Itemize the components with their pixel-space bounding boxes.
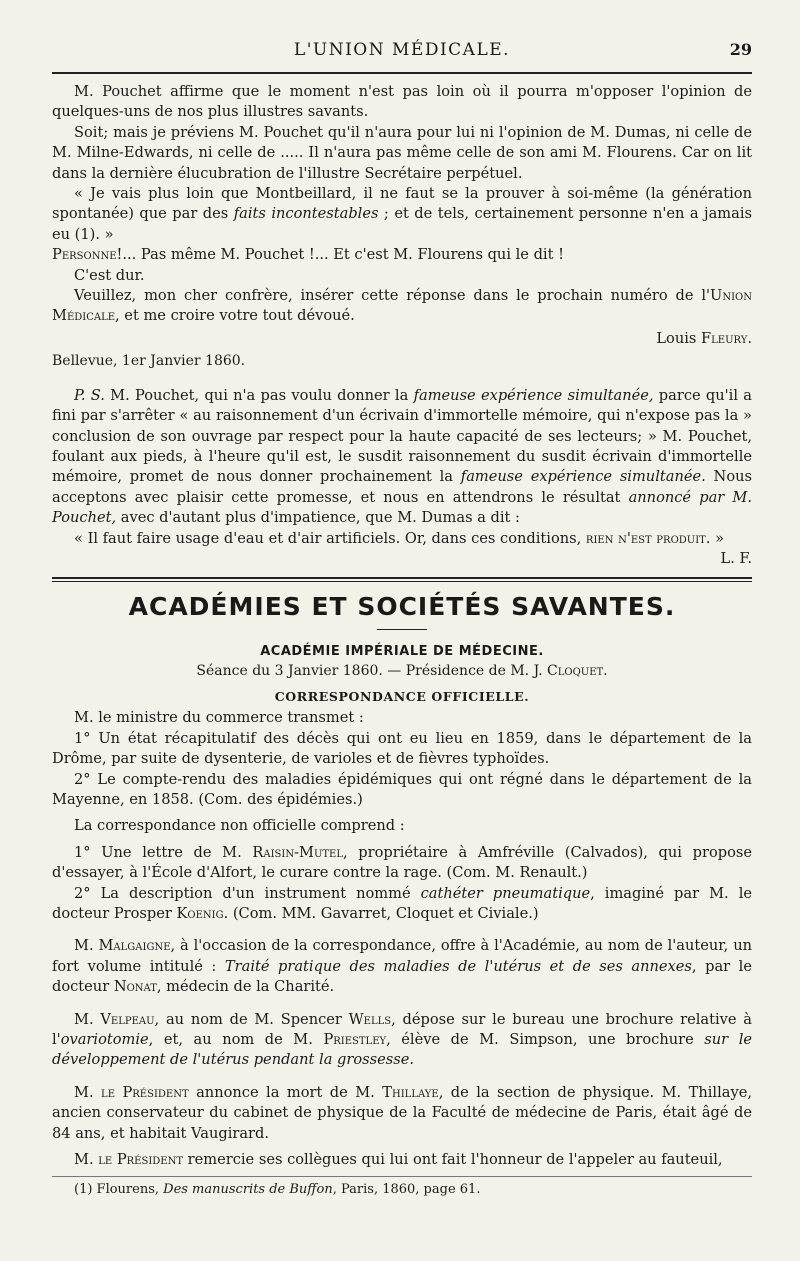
correspondance-heading: CORRESPONDANCE OFFICIELLE. xyxy=(274,689,530,705)
ps-quote-smallcaps: rien n'est produit xyxy=(585,529,706,547)
letter-date: Bellevue, 1er Janvier 1860. xyxy=(52,353,246,370)
signature-last-name: Fleury. xyxy=(701,329,752,347)
president-title: le Président xyxy=(101,1083,189,1101)
section-title: ACADÉMIES ET SOCIÉTÉS SAVANTES. xyxy=(128,592,676,622)
ps-quote-text: « Il faut faire usage d'eau et d'air artificiels. Or, dans ces conditions, xyxy=(74,529,586,547)
quote-text: « Je vais plus loin que Montbeillard, il ne faut se la prouver à soi-même (la génération spontanée) que par des xyxy=(52,185,752,223)
exclamation-text: !... Pas même M. Pouchet !... Et c'est M. Flourens qui le dit ! xyxy=(116,246,564,264)
text: , et, au nom de M. xyxy=(148,1031,324,1049)
person-name: Thillaye xyxy=(382,1083,439,1101)
signature-first-name: Louis xyxy=(656,329,702,347)
ps-text-3: Nous acceptons avec plaisir cette promesse, et nous en attendrons le résultat xyxy=(52,468,753,506)
letter-paragraph-6 xyxy=(52,286,752,327)
item-text-mid: , imaginé par M. le docteur Prosper xyxy=(52,884,752,922)
letter-paragraph-1: M. Pouchet affirme que le moment n'est pas loin où il pourra m'opposer l'opinion de quelques-uns de nos plus illustres savants. xyxy=(52,83,752,121)
instrument-name: cathéter pneumatique xyxy=(420,884,591,902)
academy-name: ACADÉMIE IMPÉRIALE DE MÉDECINE. xyxy=(260,644,544,660)
ps-emphasis-2: fameuse expérience simultanée. xyxy=(460,468,706,486)
unofficial-item-1 xyxy=(52,843,752,884)
text: M. xyxy=(74,1083,102,1101)
text: , élève de M. Simpson, une brochure xyxy=(386,1031,705,1049)
topic: ovariotomie xyxy=(60,1031,149,1049)
text: M. xyxy=(74,1010,101,1028)
postscript-paragraph xyxy=(52,386,752,529)
person-name: Wells xyxy=(348,1010,392,1028)
footnote-text-end: , Paris, 1860, page 61. xyxy=(332,1182,481,1198)
correspondance-intro: M. le ministre du commerce transmet : xyxy=(74,709,364,727)
ps-quote-end: . » xyxy=(705,529,725,547)
header-rule xyxy=(52,72,752,74)
closing-text: Veuillez, mon cher confrère, insérer cette réponse dans le prochain numéro de l' xyxy=(74,287,711,305)
postscript-signature: L. F. xyxy=(720,549,752,567)
ps-text-4: avec d'autant plus d'impatience, que M. Dumas a dit : xyxy=(116,509,520,527)
item-text: 2° La description d'un instrument nommé xyxy=(74,884,421,902)
person-name: Nonat xyxy=(113,978,157,996)
title-underline xyxy=(377,629,427,630)
person-name: Malgaigne xyxy=(98,937,171,955)
person-name: Koenig xyxy=(176,905,224,922)
person-name: Priestley xyxy=(323,1031,387,1049)
seance-text: Séance du 3 Janvier 1860. — Présidence de M. J. xyxy=(196,663,548,680)
seance-line xyxy=(52,663,752,679)
person-name: Velpeau xyxy=(100,1010,155,1028)
item-text-end: . (Com. MM. Gavarret, Cloquet et Civiale.) xyxy=(223,905,539,922)
text: M. xyxy=(74,1151,99,1169)
section-divider xyxy=(52,577,752,582)
item-text: 1° Une lettre de M. xyxy=(74,843,253,861)
footnote-title: Des manuscrits de Buffon xyxy=(163,1182,333,1198)
text: , de la section de physique. M. Thillaye, ancien conservateur du cabinet de physique de la Faculté de médecine de Paris, était âgé de 84 ans, et habitait Vaugirard. xyxy=(52,1083,752,1142)
malgaigne-paragraph xyxy=(52,936,752,997)
newspaper-page xyxy=(52,40,752,1199)
quote-emphasis: faits incontestables xyxy=(233,205,379,223)
letter-signature xyxy=(52,329,752,349)
ps-text-1: M. Pouchet, qui n'a pas voulu donner la xyxy=(104,386,414,404)
footnote-text: (1) Flourens, xyxy=(74,1182,164,1198)
text: M. xyxy=(74,937,99,955)
footnote-rule xyxy=(52,1176,752,1177)
page-number: 29 xyxy=(729,40,752,59)
president-title: le Président xyxy=(98,1151,184,1169)
book-title: Traité pratique des maladies de l'utérus et de ses annexes xyxy=(224,957,692,975)
ps-label: P. S. xyxy=(74,386,105,404)
spacer xyxy=(52,1071,752,1083)
quote-text-end: ; et de tels, certainement personne n'en a jamais eu (1). » xyxy=(52,205,752,243)
letter-paragraph-4 xyxy=(52,245,752,265)
person-name: Raisin-Mutel xyxy=(252,843,343,861)
correspondance-item-1: 1° Un état récapitulatif des décès qui ont eu lieu en 1859, dans le département de la Drôme, par suite de dysenterie, de varioles et de fièvres typhoïdes. xyxy=(52,729,752,768)
postscript-quote xyxy=(52,529,752,549)
president-name: Cloquet xyxy=(547,663,604,680)
closing-text-end: , et me croire votre tout dévoué. xyxy=(115,307,355,325)
personne-word: Personne xyxy=(52,246,117,264)
text: , à l'occasion de la correspondance, offre à l'Académie, au nom de l'auteur, un fort volume intitulé : xyxy=(52,937,752,975)
spacer xyxy=(52,924,752,936)
letter-paragraph-2: Soit; mais je préviens M. Pouchet qu'il n'aura pour lui ni l'opinion de M. Dumas, ni celle de M. Milne-Edwards, ni celle de ..... Il n'aura pas même celle de son ami M. Flourens. Car on lit dans la dernière élucubration de l'illustre Secrétaire perpétuel. xyxy=(52,123,752,182)
text: , dépose sur le bureau une brochure relative à l' xyxy=(52,1010,752,1049)
journal-name: Union Médicale xyxy=(52,287,752,325)
ps-text-2: parce qu'il a fini par s'arrêter « au raisonnement d'un écrivain d'immortelle mémoire, qui n'expose pas la » conclusion de son ouvrage par respect pour la haute capacité de ses lecteurs; » M. Pouchet, foulant aux pieds, à l'heure qu'il est, le susdit raisonnement du susdit écrivain d'immortelle mémoire, promet de nous donner prochainement la xyxy=(52,386,752,486)
unofficial-intro: La correspondance non officielle comprend : xyxy=(74,817,405,835)
text: remercie ses collègues qui lui ont fait l'honneur de l'appeler au fauteuil, xyxy=(183,1151,723,1169)
text: annonce la mort de M. xyxy=(188,1083,383,1101)
president-paragraph-2 xyxy=(52,1150,752,1170)
spacer xyxy=(52,998,752,1010)
correspondance-item-2: 2° Le compte-rendu des maladies épidémiques qui ont régné dans le département de la Mayenne, en 1858. (Com. des épidémies.) xyxy=(52,770,752,808)
president-paragraph-1 xyxy=(52,1083,752,1144)
velpeau-paragraph xyxy=(52,1010,752,1071)
unofficial-item-2 xyxy=(52,884,752,925)
journal-title: L'UNION MÉDICALE. xyxy=(293,40,511,60)
item-text-end: , propriétaire à Amfréville (Calvados), qui propose d'essayer, à l'École d'Alfort, le curare contre la rage. (Com. M. Renault.) xyxy=(52,843,752,882)
letter-paragraph-5: C'est dur. xyxy=(74,266,145,284)
text: , par le docteur xyxy=(52,957,752,996)
letter-paragraph-3 xyxy=(52,184,752,245)
text: , au nom de M. Spencer xyxy=(154,1010,349,1028)
text: , médecin de la Charité. xyxy=(156,978,335,996)
footnote xyxy=(52,1181,752,1199)
ps-emphasis-1: fameuse expérience simultanée, xyxy=(413,386,654,404)
running-head xyxy=(52,40,752,68)
brochure-title: sur le développement de l'utérus pendant la grossesse. xyxy=(52,1031,753,1069)
seance-end: . xyxy=(603,663,608,680)
ps-emphasis-3: annoncé par M. Pouchet, xyxy=(52,488,752,527)
